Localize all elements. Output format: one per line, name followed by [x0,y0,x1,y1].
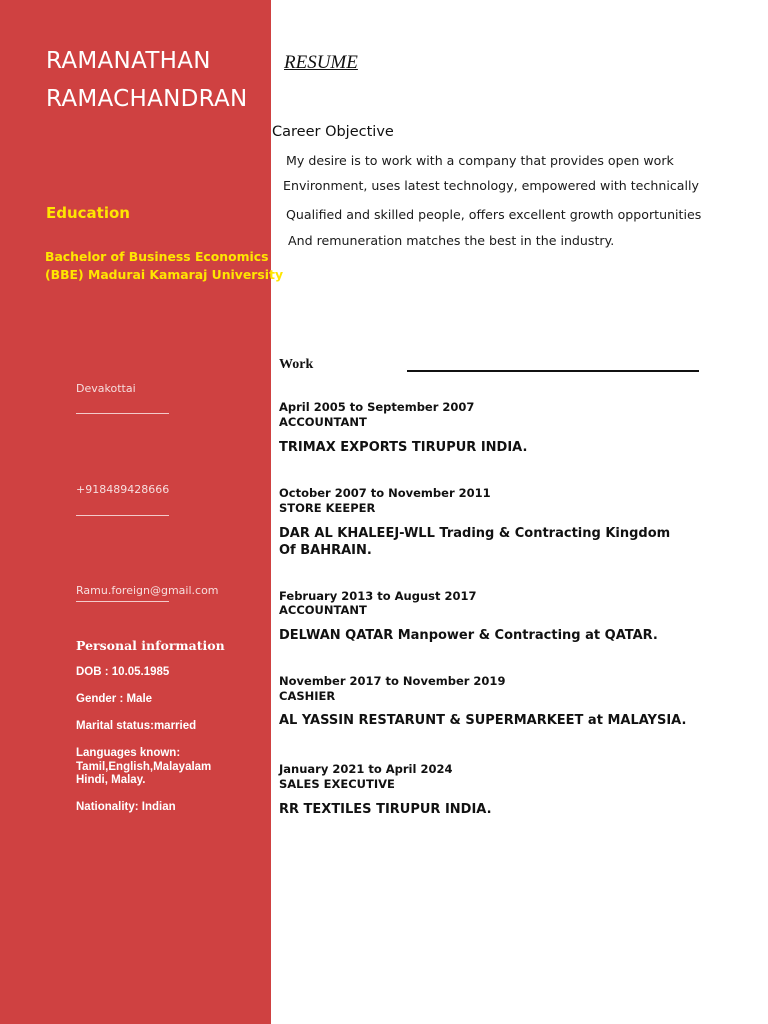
work-heading: Work [279,357,314,372]
education-degree: Bachelor of Business Economics [45,249,269,264]
career-objective-heading: Career Objective [272,124,394,140]
job-dates: November 2017 to November 2019 [279,674,506,688]
sidebar [0,0,284,1024]
job-title: ACCOUNTANT [279,603,367,617]
job-company: DELWAN QATAR Manpower & Contracting at QATAR. [279,628,658,643]
divider [76,601,169,602]
name-first: RAMANATHAN [46,48,211,74]
resume-title: RESUME [284,52,358,73]
education-university: (BBE) Madurai Kamaraj University [45,267,284,282]
nationality-text: Nationality: Indian [76,801,176,813]
job-title: STORE KEEPER [279,501,376,515]
dob-text: DOB : 10.05.1985 [76,666,170,678]
job-title: CASHIER [279,689,336,703]
objective-line: Qualified and skilled people, offers excellent growth opportunities [286,207,702,222]
personal-info-heading: Personal information [76,638,225,653]
job-title: ACCOUNTANT [279,415,367,429]
divider [76,413,169,414]
phone-text: +918489428666 [76,483,170,496]
name-last: RAMACHANDRAN [46,86,248,112]
languages-line-1: Tamil,English,Malayalam [76,761,212,773]
job-company: TRIMAX EXPORTS TIRUPUR INDIA. [279,440,528,455]
email-link[interactable]: Ramu.foreign@gmail.com [76,584,219,597]
languages-line-2: Hindi, Malay. [76,774,146,786]
job-company: AL YASSIN RESTARUNT & SUPERMARKEET at MALAYSIA. [279,713,687,728]
objective-line: And remuneration matches the best in the industry. [288,233,615,248]
job-company: DAR AL KHALEEJ-WLL Trading & Contracting Kingdom Of BAHRAIN. [279,526,671,558]
languages-label: Languages known: [76,747,181,759]
job-dates: February 2013 to August 2017 [279,589,477,603]
work-divider [407,370,699,372]
job-dates: January 2021 to April 2024 [279,762,453,776]
education-heading: Education [46,204,130,222]
divider [76,515,169,516]
job-dates: October 2007 to November 2011 [279,486,491,500]
gender-text: Gender : Male [76,693,153,705]
objective-line: My desire is to work with a company that provides open work [286,153,674,168]
objective-line: Environment, uses latest technology, empowered with technically [283,178,699,193]
job-title: SALES EXECUTIVE [279,777,395,791]
marital-status-text: Marital status:married [76,720,197,732]
job-company: RR TEXTILES TIRUPUR INDIA. [279,802,492,817]
location-text: Devakottai [76,382,136,395]
job-dates: April 2005 to September 2007 [279,400,475,414]
